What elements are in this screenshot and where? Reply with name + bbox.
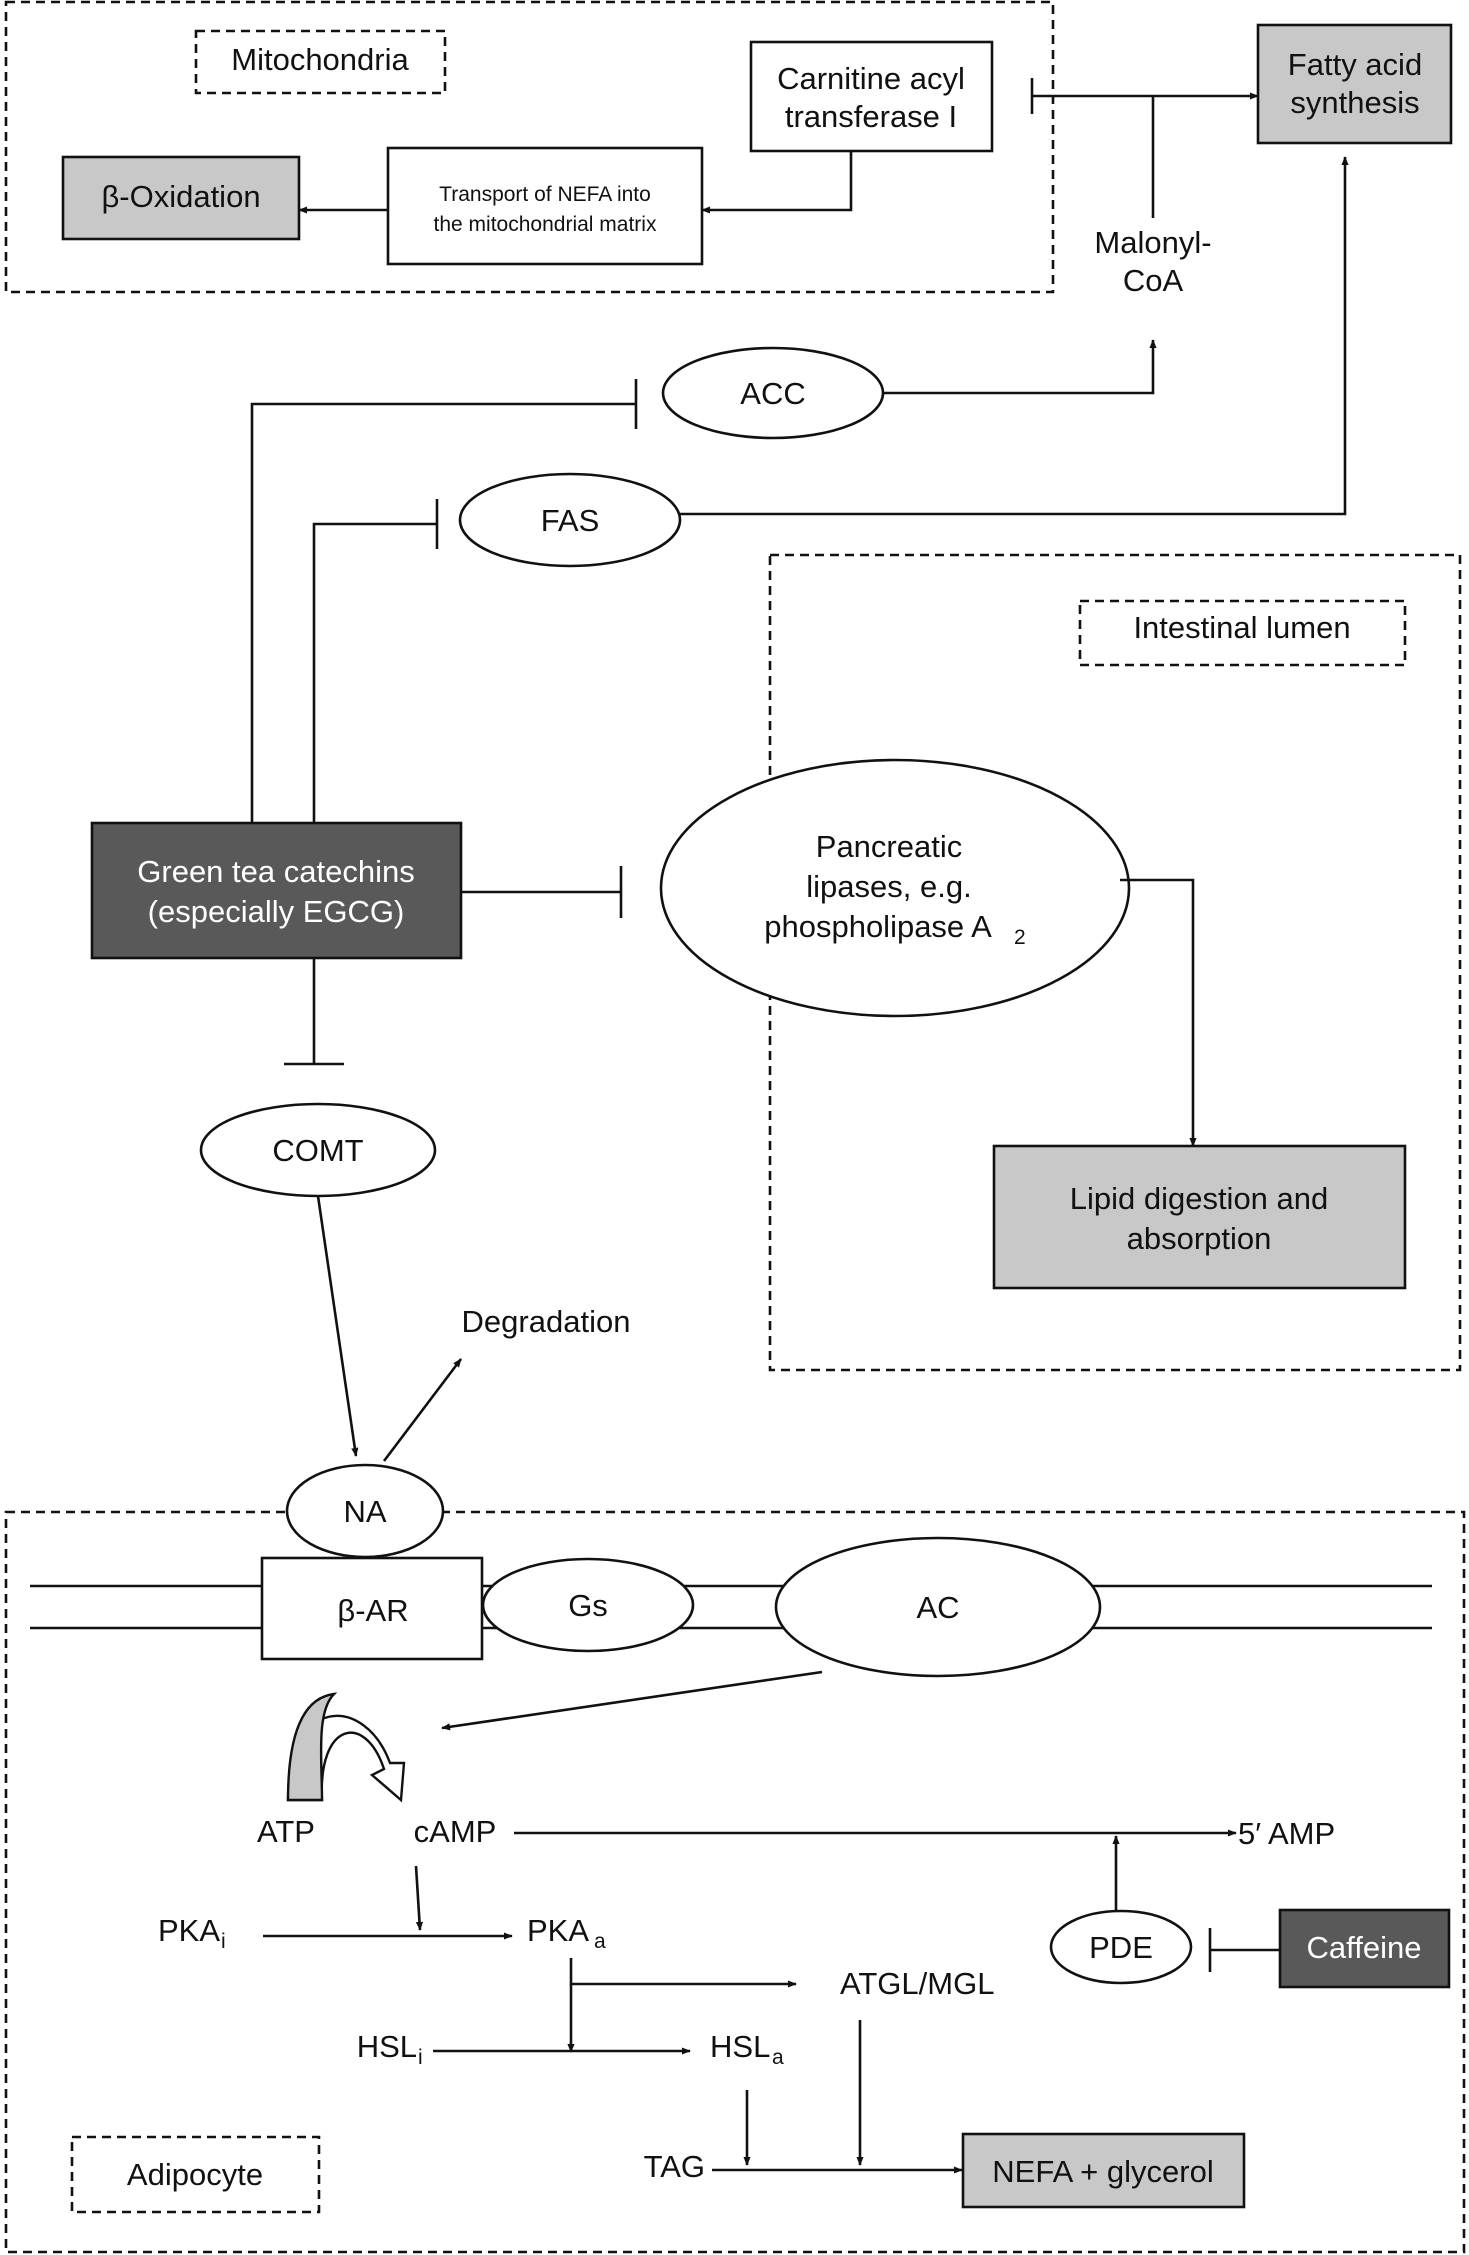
arrow-cat-to-transport [702,151,851,210]
malonyl-coa-label-2: CoA [1122,263,1184,298]
arrow-ac-to-camp [442,1672,822,1728]
transport-label-2: the mitochondrial matrix [433,213,657,236]
arrow-acc-to-malonyl [883,340,1153,393]
pka-i-label: PKA [157,1913,220,1948]
lipases-label-2: lipases, e.g. [806,869,972,904]
arrow-na-to-degradation [384,1359,461,1461]
mitochondria-label: Mitochondria [231,42,409,77]
lipases-label-sub: 2 [1014,926,1026,949]
camp-label: cAMP [413,1814,497,1849]
acc-label: ACC [740,376,806,411]
inhibition-line-fas [314,524,437,823]
intestinal-lumen-label: Intestinal lumen [1133,610,1351,645]
fatty-acid-label-1: Fatty acid [1287,47,1423,82]
ac-label: AC [916,1590,960,1625]
transport-label-1: Transport of NEFA into [439,183,651,206]
adipocyte-label: Adipocyte [126,2157,264,2192]
pde-label: PDE [1089,1930,1153,1965]
carnitine-label-2: transferase I [784,99,958,134]
adipocyte-region [6,1512,1464,2252]
catechins-label-2: (especially EGCG) [147,894,405,929]
arrow-lipases-to-digestion [1120,880,1193,1146]
lipid-digestion-box [994,1146,1405,1288]
malonyl-coa-label-1: Malonyl- [1094,225,1212,260]
5amp-label: 5′ AMP [1238,1816,1336,1851]
carnitine-label-1: Carnitine acyl [777,61,965,96]
beta-oxidation-label: β-Oxidation [101,179,261,214]
beta-ar-label: β-AR [337,1593,409,1628]
hsl-a-sub: a [772,2046,784,2069]
na-label: NA [343,1494,387,1529]
degradation-label: Degradation [461,1304,631,1339]
arrow-camp-to-pka [416,1866,420,1930]
transport-box [388,148,702,264]
pka-a-sub: a [594,1930,606,1953]
catechins-label-1: Green tea catechins [137,854,415,889]
pka-i-sub: i [221,1930,226,1953]
hsl-i-sub: i [418,2046,423,2069]
lipid-digestion-label-2: absorption [1126,1221,1272,1256]
comt-label: COMT [272,1133,364,1168]
fas-label: FAS [540,503,600,538]
inhibition-line-acc [252,404,636,823]
arrow-comt-to-na [318,1196,356,1456]
caffeine-label: Caffeine [1306,1930,1422,1965]
pka-a-label: PKA [527,1913,590,1948]
fatty-acid-synthesis-box [1258,25,1451,143]
lipases-label-1: Pancreatic [815,829,963,864]
hsl-i-label: HSL [356,2029,417,2064]
hsl-a-label: HSL [710,2029,771,2064]
fatty-acid-label-2: synthesis [1290,85,1420,120]
carnitine-acyl-transferase-box [751,42,992,151]
lipases-label-3: phospholipase A [764,909,992,944]
lipid-digestion-label-1: Lipid digestion and [1069,1181,1329,1216]
arrow-pka-to-atgl [571,1958,796,1984]
atgl-mgl-label: ATGL/MGL [840,1966,995,2001]
atp-label: ATP [257,1814,315,1849]
green-tea-catechins-box [92,823,461,958]
tag-label: TAG [643,2149,705,2184]
nefa-glycerol-label: NEFA + glycerol [992,2154,1214,2189]
gs-label: Gs [568,1588,608,1623]
